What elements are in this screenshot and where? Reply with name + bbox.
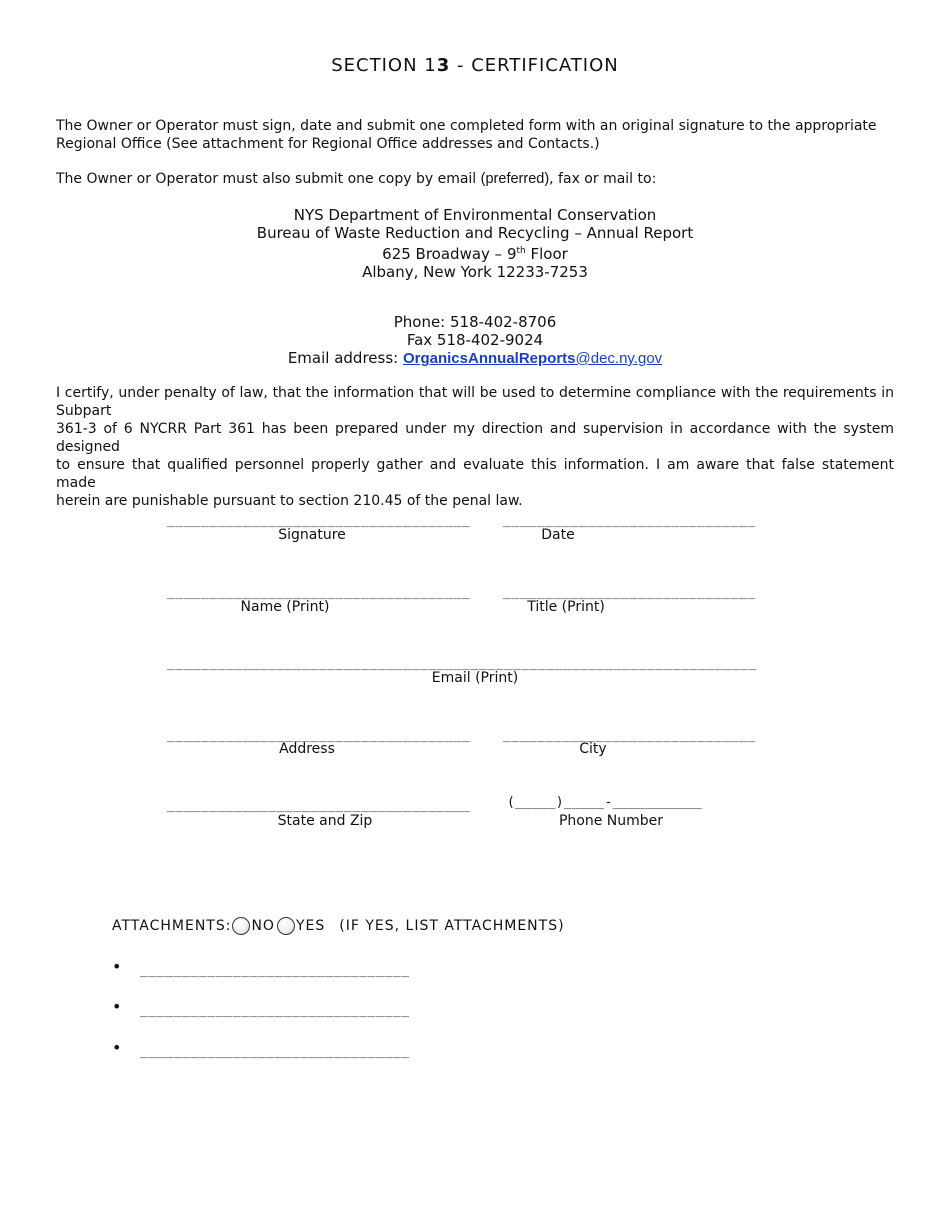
address-line[interactable]: ____________________________________ <box>167 728 471 743</box>
city-label: City <box>579 741 607 757</box>
attachments-label: ATTACHMENTS: <box>112 918 232 934</box>
phone-text: Phone: 518-402-8706 <box>393 313 557 331</box>
attachment-line-3[interactable]: ________________________________ <box>140 1044 410 1059</box>
city-line[interactable]: ______________________________ <box>503 728 756 743</box>
attachments-row <box>112 917 565 935</box>
fax-text: Fax 518-402-9024 <box>406 331 544 349</box>
address-label: Address <box>279 741 335 757</box>
date-line[interactable]: ______________________________ <box>503 513 756 528</box>
email-label: Email (Print) <box>431 670 519 686</box>
phone-number-field[interactable]: (_____)_____-___________ <box>507 795 703 810</box>
yes-label: YES <box>295 918 326 934</box>
date-label: Date <box>541 527 575 543</box>
name-label: Name (Print) <box>240 599 330 615</box>
signature-label: Signature <box>278 527 346 543</box>
title-label: Title (Print) <box>527 599 605 615</box>
attachment-line-2[interactable]: ________________________________ <box>140 1003 410 1018</box>
certification-statement: I certify, under penalty of law, that the information that will be used to determine compliance with the requirements in Subpart 361-3 of 6 NYCRR Part 361 has been prepared under my direction and supervision in accordance with the system designed to ensure that qualified personnel properly gather and evaluate this information. I am aware that false statement made herein are punishable pursuant to section 210.45 of the penal law. <box>56 385 894 509</box>
bullet-2: • <box>112 997 122 1016</box>
yes-radio[interactable] <box>277 917 295 935</box>
no-radio[interactable] <box>232 917 250 935</box>
submission-paragraph: The Owner or Operator must also submit one copy by email (preferred), fax or mail to: <box>56 171 657 187</box>
phone-number-label: Phone Number <box>558 813 664 829</box>
mailing-address: NYS Department of Environmental Conservation Bureau of Waste Reduction and Recycling – Annual Report 625 Broadway – 9th Floor Albany, New York 12233-7253 <box>256 206 694 281</box>
bullet-3: • <box>112 1038 122 1057</box>
attachments-note: (IF YES, LIST ATTACHMENTS) <box>339 918 565 934</box>
attachment-line-1[interactable]: ________________________________ <box>140 963 410 978</box>
instructions-paragraph: The Owner or Operator must sign, date and submit one completed form with an original signature to the appropriate Regional Office (See attachment for Regional Office addresses and Contacts.) <box>56 118 877 152</box>
no-label: NO <box>251 918 275 934</box>
email-line[interactable]: ______________________________________________________________________ <box>167 656 757 671</box>
state-zip-label: State and Zip <box>277 813 373 829</box>
state-zip-line[interactable]: ____________________________________ <box>167 798 471 813</box>
title-line[interactable]: ______________________________ <box>503 585 756 600</box>
bullet-1: • <box>112 957 122 976</box>
email-link[interactable]: OrganicsAnnualReports@dec.ny.gov <box>402 350 663 367</box>
contact-info: Phone: 518-402-8706 Fax 518-402-9024 Email address: OrganicsAnnualReports@dec.ny.gov <box>0 313 950 368</box>
name-line[interactable]: ____________________________________ <box>167 585 471 600</box>
signature-line[interactable]: ____________________________________ <box>167 513 471 528</box>
section-title: SECTION 13 - CERTIFICATION <box>331 55 619 76</box>
